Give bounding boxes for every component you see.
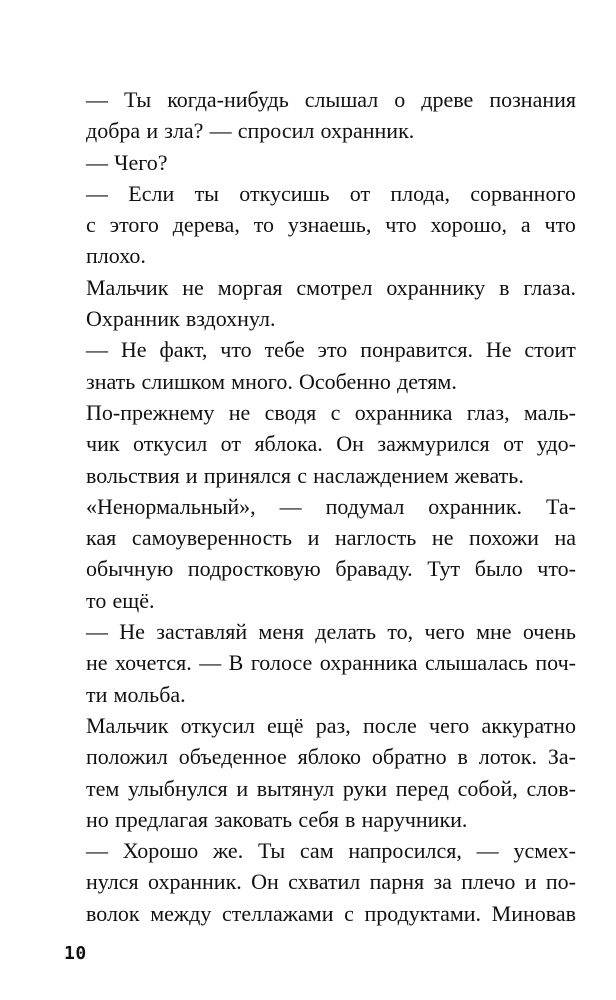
word: слышал xyxy=(304,87,379,112)
word: маль- xyxy=(523,399,576,425)
word: нулся xyxy=(86,869,139,895)
text-line xyxy=(86,209,576,240)
word: сам xyxy=(299,838,334,864)
word: понравится. xyxy=(360,337,473,363)
word: охранник. xyxy=(148,869,242,895)
word: и xyxy=(307,525,320,551)
word: ещё. xyxy=(112,587,155,613)
word: руки xyxy=(342,775,388,801)
word: то xyxy=(253,212,275,238)
word: Ты xyxy=(257,838,286,864)
text-line xyxy=(86,115,576,146)
word: ещё xyxy=(267,712,304,738)
word: мне xyxy=(476,619,512,645)
word: стоит xyxy=(524,337,576,363)
word: Та- xyxy=(545,493,576,519)
word: Охранник xyxy=(86,306,180,332)
word: охранник. xyxy=(320,118,415,144)
word: что xyxy=(220,337,252,363)
word: мольба. xyxy=(113,681,186,707)
word: усмех- xyxy=(513,838,576,864)
word: Мальчик xyxy=(86,274,169,300)
word: слов- xyxy=(526,775,576,801)
word: улыбнулся xyxy=(127,775,228,801)
word: охраннику xyxy=(386,274,486,300)
text-line xyxy=(86,773,576,804)
word: плода, xyxy=(390,180,450,206)
word: охранника xyxy=(319,650,418,676)
word: было xyxy=(474,556,523,582)
word: глаз, xyxy=(466,399,510,425)
word: плечо xyxy=(461,869,516,895)
word: добра xyxy=(86,118,141,144)
word: Тут xyxy=(427,556,461,582)
word: Не xyxy=(119,619,145,645)
text-line xyxy=(86,303,576,334)
word: — xyxy=(86,619,108,645)
word: не xyxy=(228,399,251,425)
word: По-прежнему xyxy=(86,399,215,425)
word: знать xyxy=(86,368,136,394)
word: за xyxy=(433,869,452,895)
word: Ты xyxy=(124,87,152,112)
word: чего xyxy=(424,619,465,645)
word: откусил xyxy=(180,712,255,738)
text-line xyxy=(86,272,576,303)
word: Он xyxy=(251,869,279,895)
text-line xyxy=(86,647,576,678)
word: плохо. xyxy=(86,243,146,269)
word: но xyxy=(86,806,109,832)
word: не xyxy=(182,274,204,300)
body-text xyxy=(86,84,576,929)
word: вольствия xyxy=(86,462,180,488)
text-line xyxy=(86,585,576,616)
text-line xyxy=(86,866,576,897)
word: факт, xyxy=(159,337,208,363)
word: обычную xyxy=(86,556,174,582)
word: смотрел xyxy=(296,274,373,300)
word: узнаешь, xyxy=(287,212,372,238)
word: по- xyxy=(545,869,576,895)
word: в xyxy=(499,274,510,300)
word: это xyxy=(317,337,348,363)
word: «Ненормальный», xyxy=(86,493,256,519)
word: с xyxy=(330,399,341,425)
word: раз, xyxy=(315,712,351,738)
text-line xyxy=(86,553,576,584)
word: парня xyxy=(369,869,425,895)
word: подумал xyxy=(325,493,405,519)
word: с xyxy=(297,462,307,488)
word: жевать. xyxy=(454,462,524,488)
word: этого xyxy=(109,212,159,238)
word: глаза. xyxy=(523,274,576,300)
word: — xyxy=(86,180,108,206)
word: Миновав xyxy=(491,900,576,926)
word: В xyxy=(228,650,244,676)
word: заковать xyxy=(214,806,293,832)
word: — xyxy=(86,87,108,112)
word: ты xyxy=(194,180,219,206)
word: о xyxy=(394,87,406,112)
word: браваду. xyxy=(335,556,413,582)
word: тебе xyxy=(264,337,305,363)
word: охранника xyxy=(354,399,453,425)
word: не xyxy=(431,525,454,551)
word: схватил xyxy=(288,869,361,895)
text-line xyxy=(86,835,576,866)
word: спросил xyxy=(237,118,315,144)
text-line xyxy=(86,616,576,647)
word: слышалась xyxy=(424,650,528,676)
word: то, xyxy=(387,619,414,645)
word: хочется. xyxy=(115,650,192,676)
word: лоток. xyxy=(478,744,537,770)
word: от xyxy=(503,431,524,457)
word: За- xyxy=(547,744,576,770)
word: принялся xyxy=(203,462,292,488)
word: себя xyxy=(298,806,339,832)
word: Хорошо xyxy=(122,838,199,864)
word: предлагая xyxy=(114,806,209,832)
word: наглость xyxy=(334,525,417,551)
text-line xyxy=(86,741,576,772)
word: — xyxy=(209,118,232,144)
word: древе xyxy=(421,87,474,112)
word: наслаждением xyxy=(313,462,449,488)
text-line xyxy=(86,178,576,209)
word: напросился, xyxy=(348,838,462,864)
word: заставляй xyxy=(156,619,248,645)
word: поч- xyxy=(535,650,576,676)
word: охранник. xyxy=(428,493,523,519)
word: обратно xyxy=(371,744,447,770)
word: с xyxy=(344,900,354,926)
word: зла? xyxy=(164,118,204,144)
word: между xyxy=(150,900,212,926)
word: сорванного xyxy=(470,180,576,206)
word: от xyxy=(349,180,371,206)
word: что xyxy=(385,212,417,238)
word: вздохнул. xyxy=(185,306,276,332)
word: яблоко xyxy=(297,744,361,770)
word: делать xyxy=(315,619,377,645)
word: в xyxy=(457,744,468,770)
text-line xyxy=(86,84,576,115)
text-line xyxy=(86,147,576,178)
word: что- xyxy=(537,556,576,582)
word: то xyxy=(86,587,107,613)
word: тем xyxy=(86,775,120,801)
word: на xyxy=(554,525,576,551)
word: наручники. xyxy=(361,806,468,832)
word: чего xyxy=(429,712,470,738)
word: Чего? xyxy=(114,149,168,175)
word: Мальчик xyxy=(86,712,169,738)
word: от xyxy=(220,431,241,457)
word: а xyxy=(520,212,531,238)
word: самоуверенность xyxy=(131,525,293,551)
word: детям. xyxy=(397,368,457,394)
word: волок xyxy=(86,900,140,926)
text-line xyxy=(86,428,576,459)
word: Особенно xyxy=(298,368,391,394)
word: и xyxy=(146,118,159,144)
word: продуктами. xyxy=(364,900,482,926)
word: что xyxy=(544,212,576,238)
word: объеденное xyxy=(178,744,287,770)
word: откусишь xyxy=(239,180,330,206)
word: познания xyxy=(489,87,576,112)
word: положил xyxy=(86,744,168,770)
text-line xyxy=(86,366,576,397)
word: удо- xyxy=(536,431,576,457)
word: и xyxy=(185,462,198,488)
word: — xyxy=(476,838,499,864)
word: сводя xyxy=(264,399,317,425)
text-line xyxy=(86,710,576,741)
word: голосе xyxy=(250,650,313,676)
word: Он xyxy=(336,431,364,457)
word: — xyxy=(199,650,222,676)
word: яблока. xyxy=(254,431,323,457)
text-line xyxy=(86,522,576,553)
word: Не xyxy=(485,337,512,363)
word: моргая xyxy=(217,274,283,300)
word: похожи xyxy=(469,525,539,551)
word: — xyxy=(86,337,108,363)
word: стеллажами xyxy=(221,900,334,926)
word: подростковую xyxy=(187,556,321,582)
word: откусил xyxy=(132,431,208,457)
text-line xyxy=(86,491,576,522)
word: перед xyxy=(395,775,449,801)
word: — xyxy=(86,149,108,175)
text-line xyxy=(86,804,576,835)
word: хорошо, xyxy=(430,212,508,238)
word: и xyxy=(236,775,249,801)
text-line xyxy=(86,240,576,271)
word: — xyxy=(86,838,108,864)
word: же. xyxy=(213,838,244,864)
word: очень xyxy=(522,619,576,645)
text-line xyxy=(86,898,576,929)
word: после xyxy=(362,712,417,738)
word: дерева, xyxy=(172,212,240,238)
word: вытянул xyxy=(256,775,335,801)
word: ти xyxy=(86,681,108,707)
word: в xyxy=(345,806,356,832)
word: аккуратно xyxy=(481,712,576,738)
word: слишком xyxy=(141,368,225,394)
word: с xyxy=(86,212,96,238)
word: не xyxy=(86,650,108,676)
word: Не xyxy=(120,337,147,363)
word: меня xyxy=(258,619,304,645)
word: собой, xyxy=(457,775,518,801)
word: чик xyxy=(86,431,120,457)
word: зажмурился xyxy=(377,431,490,457)
text-line xyxy=(86,334,576,365)
word: когда-нибудь xyxy=(167,87,289,112)
word: много. xyxy=(231,368,293,394)
word: и xyxy=(524,869,537,895)
word: кая xyxy=(86,525,117,551)
text-line xyxy=(86,460,576,491)
page-number: 10 xyxy=(64,943,87,964)
word: — xyxy=(279,493,302,519)
word: Если xyxy=(128,180,175,206)
text-line xyxy=(86,397,576,428)
text-line xyxy=(86,679,576,710)
